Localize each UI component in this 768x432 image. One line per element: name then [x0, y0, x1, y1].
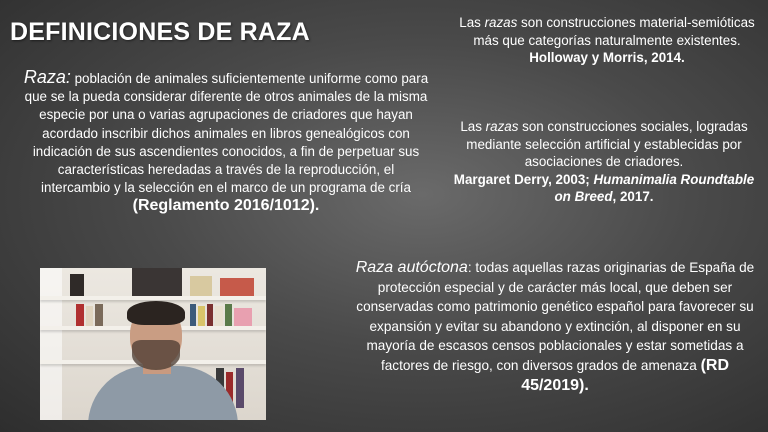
- quote-derry: [444, 118, 764, 206]
- quote3-text: : todas aquellas razas originarias de España de protección especial y de carácter más local, que deben ser conservadas como patrimonio genético español para favorecer su expansión y evitar su abandono y extinción, al disponer en su mayoría de escasos censos poblacionales y estar sometidas a factores de riesgo, con diversos grados de amenaza: [356, 260, 755, 373]
- definition-source: (Reglamento 2016/1012).: [132, 197, 320, 215]
- book: [76, 304, 84, 326]
- quote3-source: (RD 45/2019).: [521, 356, 730, 394]
- book: [70, 274, 84, 296]
- raza-autoctona-definition: [348, 258, 762, 395]
- picture-frame: [132, 268, 182, 296]
- quote2-source-title: Humanimalia Roundtable on Breed: [554, 171, 755, 205]
- presenter-beard: [132, 340, 180, 370]
- box: [190, 276, 212, 296]
- book: [198, 306, 205, 326]
- quote1-year: , 2014.: [643, 50, 685, 66]
- quote1-term: razas: [484, 15, 518, 30]
- book: [236, 368, 244, 408]
- slide-title: DEFINICIONES DE RAZA: [10, 18, 310, 46]
- book: [234, 308, 252, 326]
- quote2-year: , 2017.: [612, 189, 654, 205]
- quote2-source: Margaret Derry, 2003;: [453, 171, 594, 187]
- book: [225, 304, 232, 326]
- quote1-source: Holloway y Morris: [529, 50, 644, 66]
- book: [190, 304, 196, 326]
- book: [95, 304, 103, 326]
- quote1-text: son construcciones material-semióticas más que categorías naturalmente existentes.: [473, 15, 755, 48]
- raza-definition: [22, 68, 430, 216]
- definition-term: Raza:: [23, 67, 71, 87]
- quote2-text: son construcciones sociales, logradas mediante selección artificial y establecidas por asociaciones de criadores.: [466, 119, 748, 170]
- webcam-feed: [40, 268, 266, 420]
- book: [220, 278, 254, 296]
- quote2-term: razas: [485, 119, 519, 134]
- book: [86, 306, 93, 326]
- window-light: [40, 268, 62, 420]
- quote-holloway-morris: [452, 14, 762, 67]
- bookshelf: [40, 296, 266, 300]
- quote1-pre: Las: [459, 15, 485, 30]
- quote2-pre: Las: [460, 119, 486, 134]
- presenter-hair: [127, 301, 185, 325]
- definition-text: población de animales suficientemente uniforme como para que se la pueda considerar diferente de otros animales de la misma especie por una o varias agrupaciones de criadores que hayan acordado inscribir dichos animales en libros genealógicos con indicación de sus ascendientes conocidos, a fin de perpetuar sus características heredadas a través de la reproducción, el intercambio y la selección en el marco de un programa de cría: [24, 71, 429, 196]
- book: [215, 306, 223, 326]
- book: [207, 304, 213, 326]
- quote3-term: Raza autóctona: [355, 259, 468, 276]
